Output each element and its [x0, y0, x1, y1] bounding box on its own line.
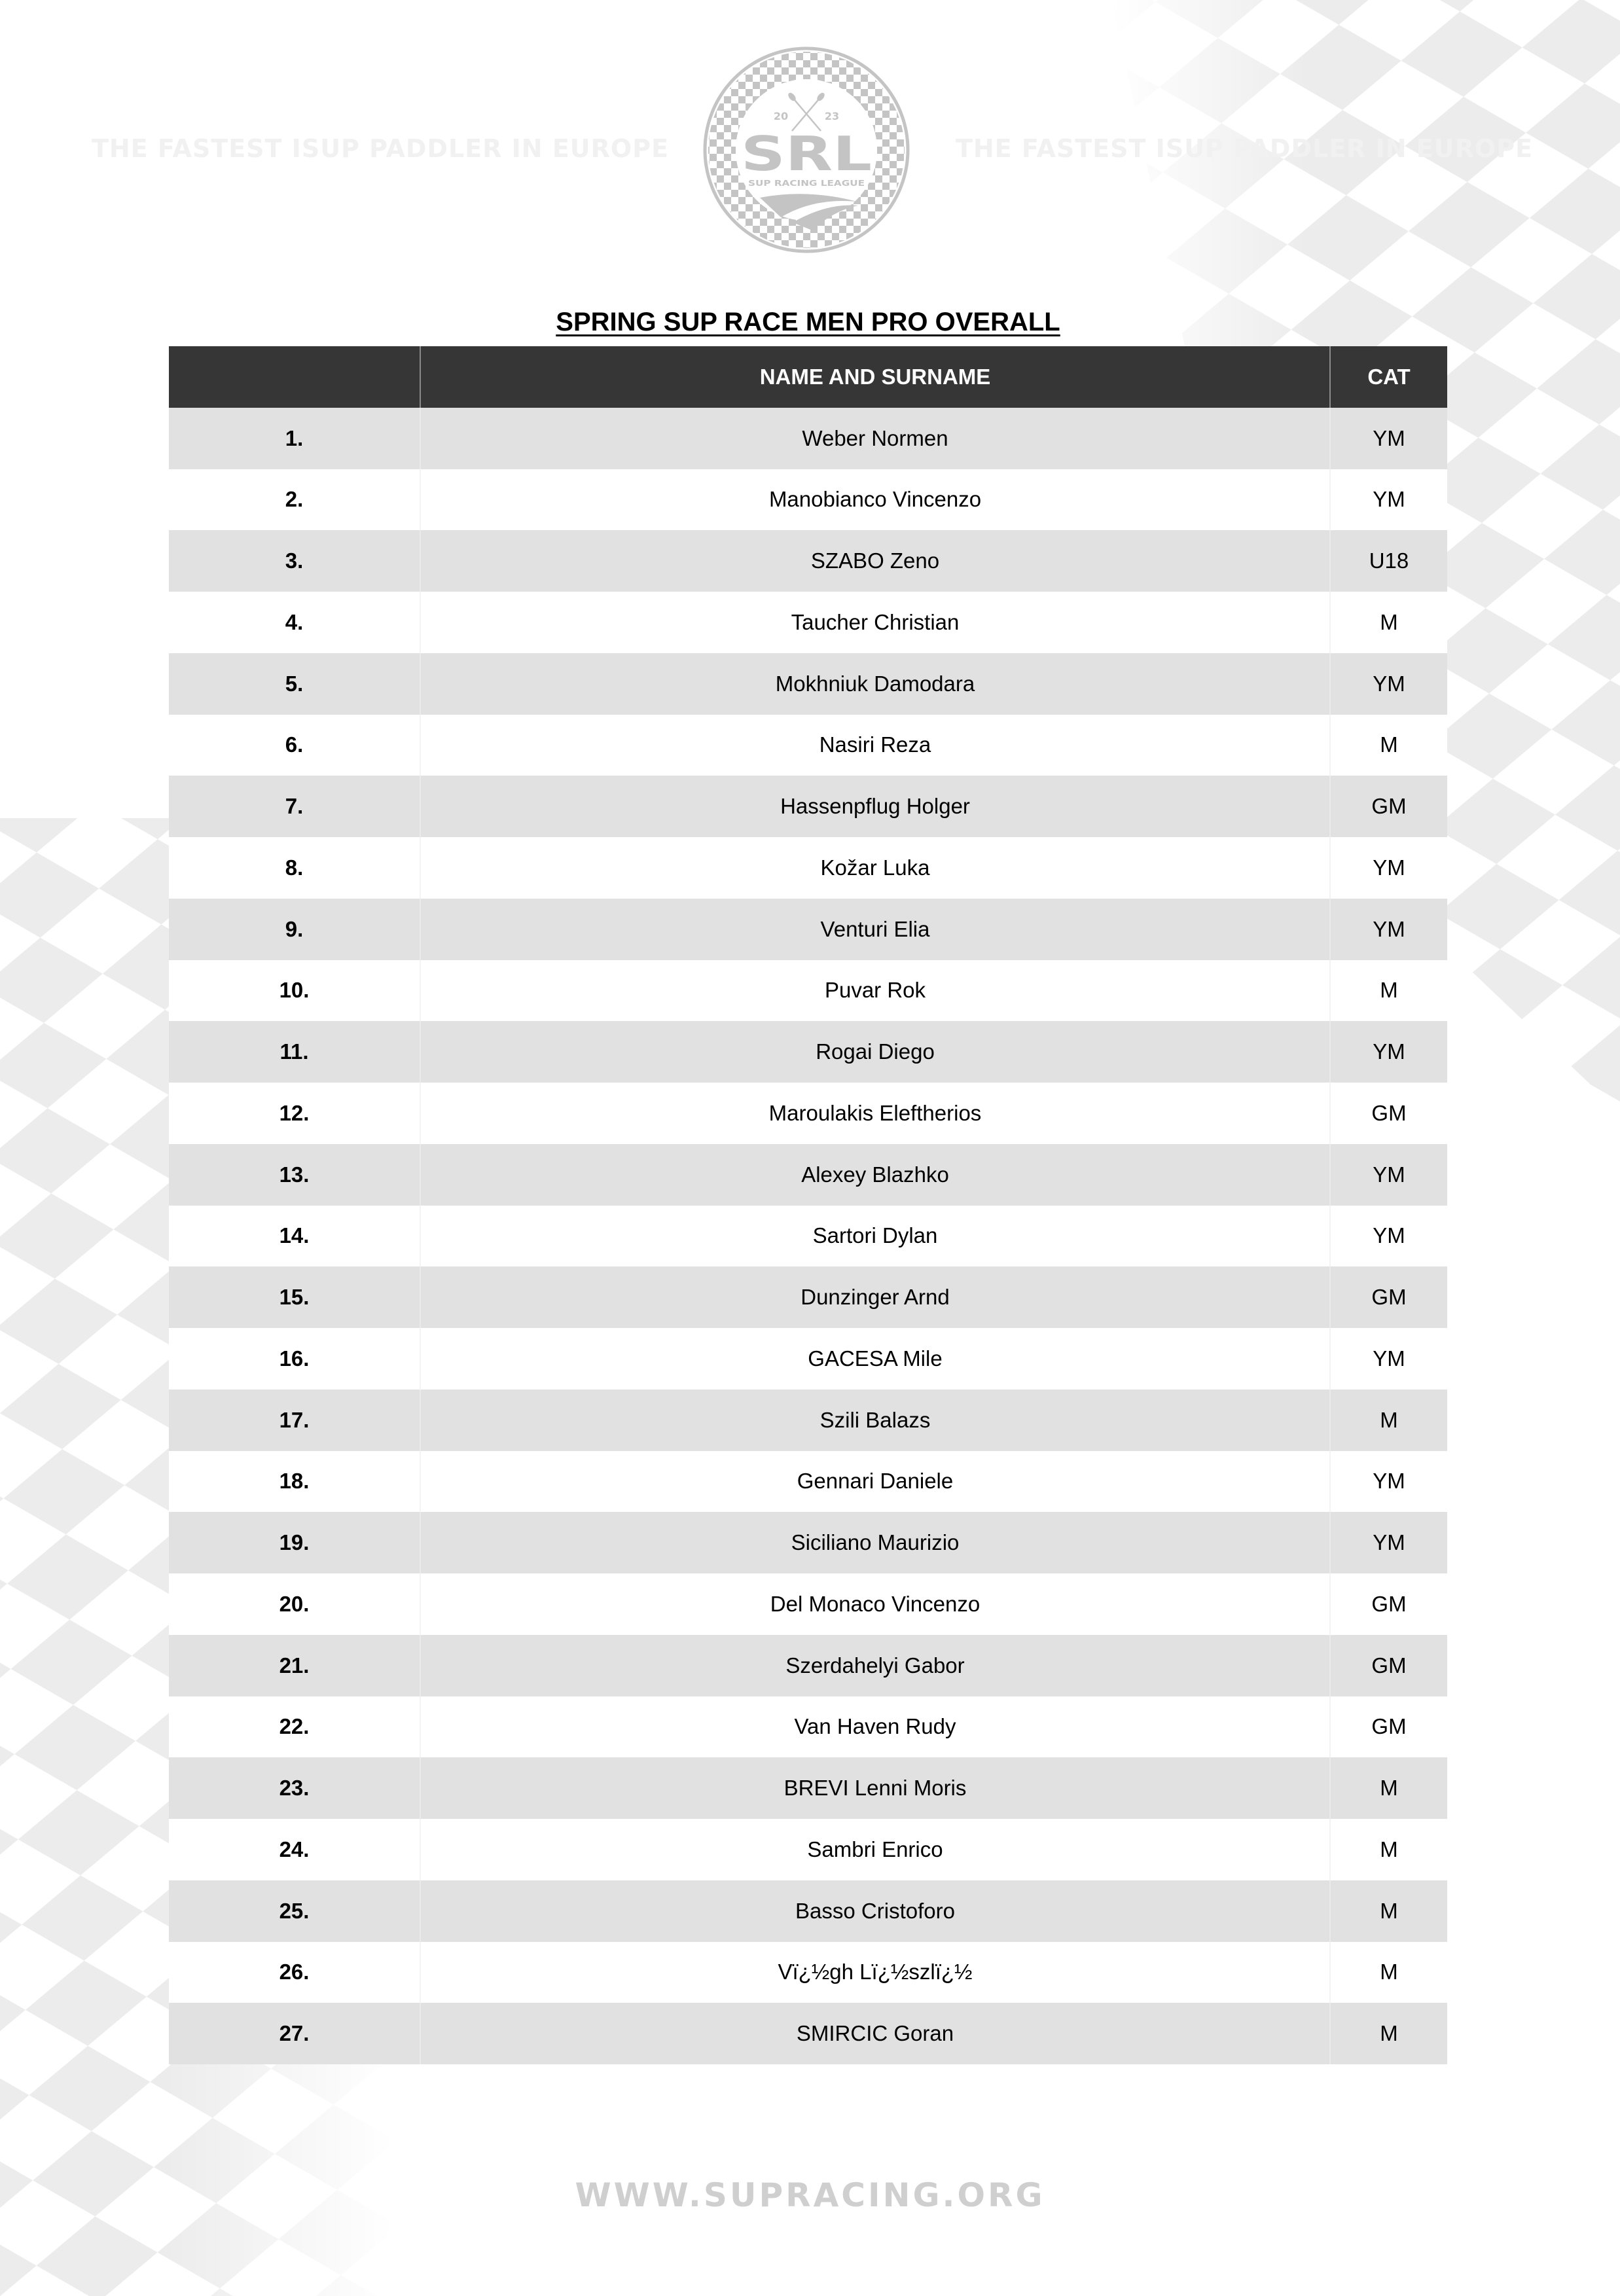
table-row — [169, 408, 1447, 469]
table-row — [169, 1144, 1447, 1206]
name-cell: Puvar Rok — [420, 960, 1330, 1022]
logo-monogram: SRL — [741, 126, 872, 181]
website-footer: WWW.SUPRACING.ORG — [575, 2176, 1045, 2214]
name-cell: Venturi Elia — [420, 899, 1330, 960]
name-cell: Vï¿½gh Lï¿½szlï¿½ — [420, 1942, 1330, 2003]
name-cell: SZABO Zeno — [420, 530, 1330, 592]
position-cell: 14. — [169, 1206, 420, 1267]
category-cell: YM — [1330, 1512, 1447, 1573]
table-row — [169, 1819, 1447, 1880]
position-cell: 27. — [169, 2003, 420, 2064]
position-cell: 16. — [169, 1328, 420, 1390]
position-cell: 1. — [169, 408, 420, 469]
name-cell: Szerdahelyi Gabor — [420, 1635, 1330, 1696]
table-row — [169, 1083, 1447, 1144]
category-cell: YM — [1330, 469, 1447, 531]
category-cell: GM — [1330, 1573, 1447, 1635]
category-cell: YM — [1330, 1451, 1447, 1513]
name-cell: Weber Normen — [420, 408, 1330, 469]
category-cell: GM — [1330, 1266, 1447, 1328]
table-row — [169, 1573, 1447, 1635]
position-cell: 25. — [169, 1880, 420, 1942]
table-row — [169, 469, 1447, 531]
column-header-category: CAT — [1330, 346, 1447, 408]
table-row — [169, 1266, 1447, 1328]
table-row — [169, 776, 1447, 837]
position-cell: 9. — [169, 899, 420, 960]
name-cell: Szili Balazs — [420, 1390, 1330, 1451]
category-cell: M — [1330, 1819, 1447, 1880]
category-cell: M — [1330, 2003, 1447, 2064]
name-cell: SMIRCIC Goran — [420, 2003, 1330, 2064]
position-cell: 4. — [169, 592, 420, 653]
position-cell: 13. — [169, 1144, 420, 1206]
category-cell: GM — [1330, 1083, 1447, 1144]
name-cell: Manobianco Vincenzo — [420, 469, 1330, 531]
results-table — [169, 346, 1447, 2064]
tagline-right: THE FASTEST ISUP PADDLER IN EUROPE — [956, 134, 1534, 163]
category-cell: YM — [1330, 653, 1447, 715]
column-header-position — [169, 346, 420, 408]
name-cell: Van Haven Rudy — [420, 1696, 1330, 1758]
table-row — [169, 1390, 1447, 1451]
position-cell: 19. — [169, 1512, 420, 1573]
table-row — [169, 899, 1447, 960]
table-row — [169, 1635, 1447, 1696]
name-cell: GACESA Mile — [420, 1328, 1330, 1390]
position-cell: 24. — [169, 1819, 420, 1880]
position-cell: 15. — [169, 1266, 420, 1328]
category-cell: M — [1330, 1942, 1447, 2003]
category-cell: YM — [1330, 1021, 1447, 1083]
position-cell: 3. — [169, 530, 420, 592]
name-cell: Siciliano Maurizio — [420, 1512, 1330, 1573]
logo-subtitle: SUP RACING LEAGUE — [748, 179, 865, 188]
name-cell: BREVI Lenni Moris — [420, 1757, 1330, 1819]
table-row — [169, 1942, 1447, 2003]
category-cell: U18 — [1330, 530, 1447, 592]
name-cell: Del Monaco Vincenzo — [420, 1573, 1330, 1635]
table-row — [169, 2003, 1447, 2064]
name-cell: Taucher Christian — [420, 592, 1330, 653]
name-cell: Alexey Blazhko — [420, 1144, 1330, 1206]
category-cell: M — [1330, 960, 1447, 1022]
table-row — [169, 592, 1447, 653]
tagline-left: THE FASTEST ISUP PADDLER IN EUROPE — [92, 134, 670, 163]
position-cell: 22. — [169, 1696, 420, 1758]
category-cell: M — [1330, 592, 1447, 653]
category-cell: YM — [1330, 1328, 1447, 1390]
table-row — [169, 837, 1447, 899]
position-cell: 17. — [169, 1390, 420, 1451]
position-cell: 6. — [169, 715, 420, 776]
position-cell: 18. — [169, 1451, 420, 1513]
position-cell: 26. — [169, 1942, 420, 2003]
table-row — [169, 1880, 1447, 1942]
name-cell: Sartori Dylan — [420, 1206, 1330, 1267]
position-cell: 8. — [169, 837, 420, 899]
position-cell: 20. — [169, 1573, 420, 1635]
table-row — [169, 530, 1447, 592]
name-cell: Basso Cristoforo — [420, 1880, 1330, 1942]
category-cell: YM — [1330, 1144, 1447, 1206]
category-cell: M — [1330, 1757, 1447, 1819]
position-cell: 12. — [169, 1083, 420, 1144]
category-cell: M — [1330, 715, 1447, 776]
name-cell: Gennari Daniele — [420, 1451, 1330, 1513]
position-cell: 2. — [169, 469, 420, 531]
name-cell: Dunzinger Arnd — [420, 1266, 1330, 1328]
category-cell: YM — [1330, 899, 1447, 960]
table-row — [169, 1757, 1447, 1819]
category-cell: GM — [1330, 1696, 1447, 1758]
category-cell: YM — [1330, 1206, 1447, 1267]
category-cell: M — [1330, 1390, 1447, 1451]
table-row — [169, 1021, 1447, 1083]
category-cell: GM — [1330, 776, 1447, 837]
page-title: SPRING SUP RACE MEN PRO OVERALL — [556, 308, 1060, 336]
position-cell: 11. — [169, 1021, 420, 1083]
category-cell: GM — [1330, 1635, 1447, 1696]
position-cell: 5. — [169, 653, 420, 715]
category-cell: YM — [1330, 408, 1447, 469]
table-row — [169, 715, 1447, 776]
table-row — [169, 960, 1447, 1022]
column-header-name: NAME AND SURNAME — [420, 346, 1330, 408]
position-cell: 7. — [169, 776, 420, 837]
name-cell: Kožar Luka — [420, 837, 1330, 899]
table-row — [169, 1512, 1447, 1573]
table-row — [169, 653, 1447, 715]
category-cell: YM — [1330, 837, 1447, 899]
table-row — [169, 1696, 1447, 1758]
table-row — [169, 1451, 1447, 1513]
name-cell: Mokhniuk Damodara — [420, 653, 1330, 715]
name-cell: Rogai Diego — [420, 1021, 1330, 1083]
table-row — [169, 1206, 1447, 1267]
logo-year-left: 20 — [773, 110, 789, 122]
table-header-row — [169, 346, 1447, 408]
position-cell: 21. — [169, 1635, 420, 1696]
name-cell: Hassenpflug Holger — [420, 776, 1330, 837]
logo-year-right: 23 — [824, 110, 840, 122]
srl-logo — [702, 46, 910, 254]
name-cell: Maroulakis Eleftherios — [420, 1083, 1330, 1144]
position-cell: 10. — [169, 960, 420, 1022]
name-cell: Nasiri Reza — [420, 715, 1330, 776]
table-row — [169, 1328, 1447, 1390]
name-cell: Sambri Enrico — [420, 1819, 1330, 1880]
category-cell: M — [1330, 1880, 1447, 1942]
position-cell: 23. — [169, 1757, 420, 1819]
